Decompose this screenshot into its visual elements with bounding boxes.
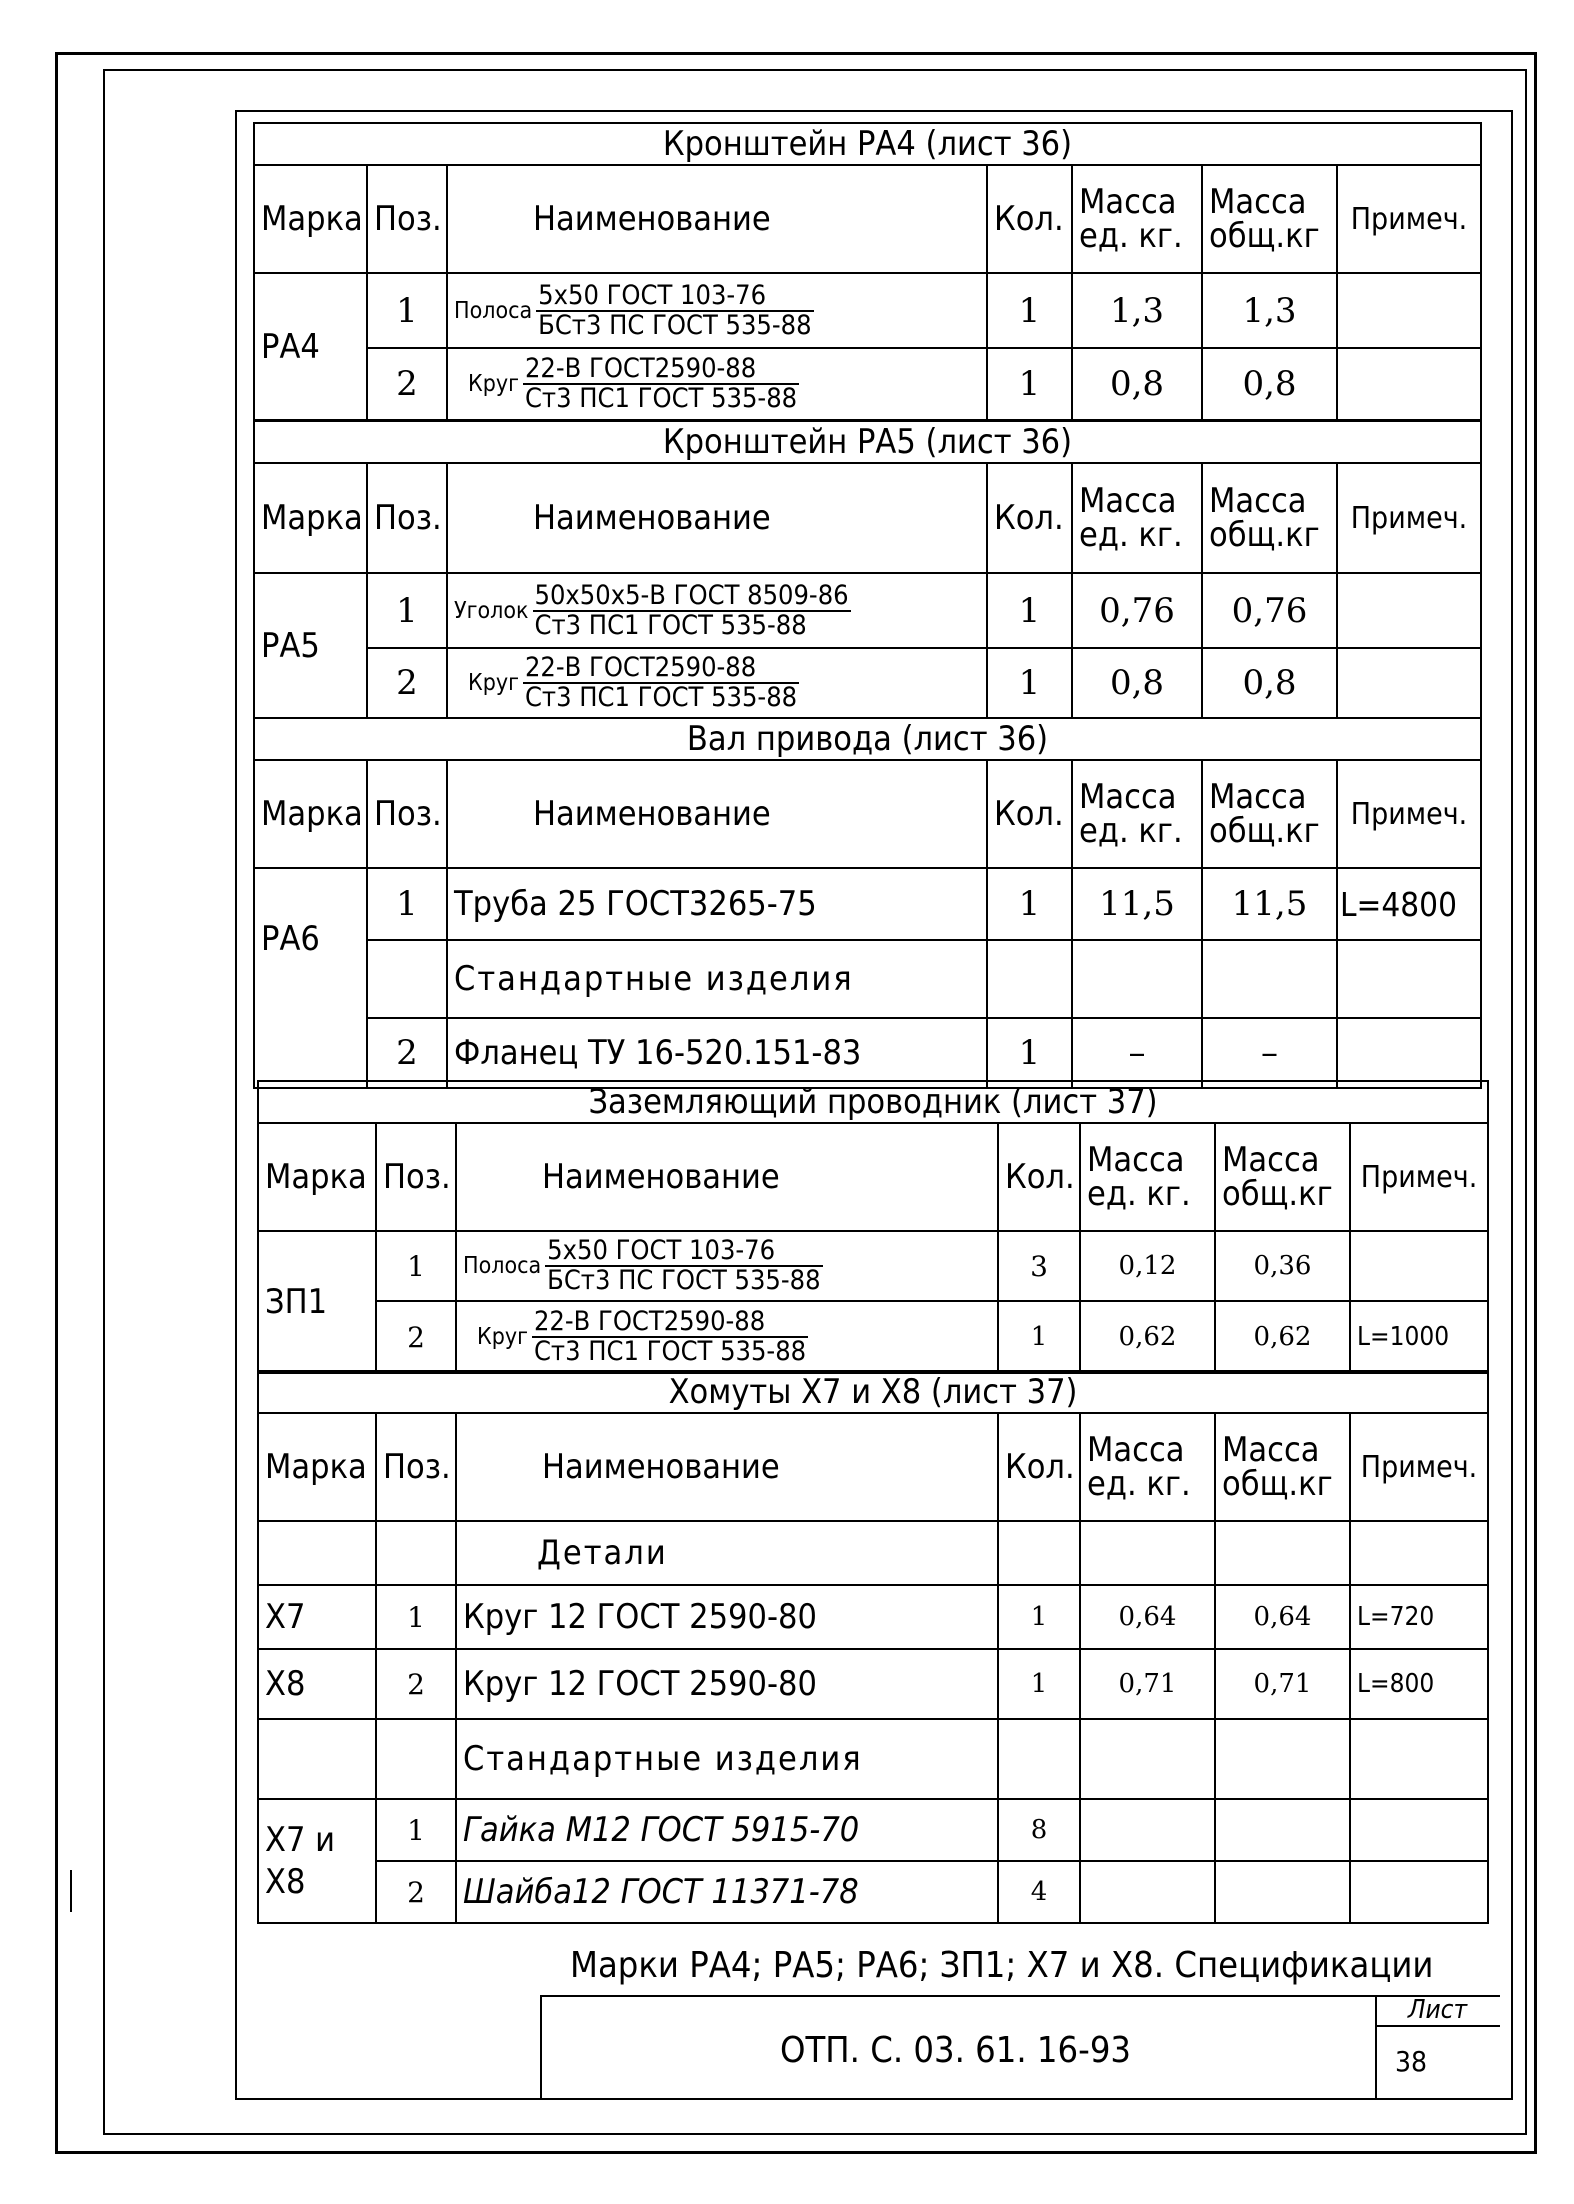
empty-cell	[1337, 940, 1481, 1018]
col-kol: Кол.	[987, 165, 1072, 273]
col-note: Примеч.	[1350, 1413, 1488, 1521]
poz-cell: 1	[376, 1231, 456, 1301]
mass-unit-cell: 11,5	[1072, 868, 1202, 940]
empty-cell	[1072, 940, 1202, 1018]
mass-unit-cell: 0,64	[1080, 1585, 1215, 1649]
col-note: Примеч.	[1337, 760, 1481, 868]
col-kol: Кол.	[998, 1413, 1080, 1521]
sheet-label: Лист	[1375, 1995, 1500, 2027]
margin-tick	[70, 1870, 72, 1912]
empty-cell	[376, 1521, 456, 1585]
mark-cell: РА4	[254, 273, 367, 420]
note-cell	[1337, 1018, 1481, 1088]
mass-total-cell: 0,8	[1202, 348, 1337, 420]
spec-table-x7-x8	[257, 1370, 1489, 1924]
note-cell: L=1000	[1350, 1301, 1488, 1373]
sheet-number: 38	[1395, 2045, 1428, 2078]
kol-cell: 1	[987, 348, 1072, 420]
col-name: Наименование	[447, 463, 987, 573]
mass-total-cell: 0,76	[1202, 573, 1337, 648]
section-title: Заземляющий проводник (лист 37)	[258, 1081, 1488, 1123]
mark-cell: Х8	[258, 1649, 376, 1719]
col-mass-unit: Масса ед. кг.	[1072, 165, 1202, 273]
note-cell	[1337, 273, 1481, 348]
poz-cell: 2	[367, 1018, 447, 1088]
col-mass-unit: Масса ед. кг.	[1080, 1413, 1215, 1521]
col-poz: Поз.	[376, 1123, 456, 1231]
note-cell	[1350, 1231, 1488, 1301]
poz-cell: 1	[367, 273, 447, 348]
poz-cell: 1	[367, 868, 447, 940]
empty-cell	[1350, 1799, 1488, 1861]
mass-unit-cell: –	[1072, 1018, 1202, 1088]
mass-unit-cell: 0,71	[1080, 1649, 1215, 1719]
empty-cell	[1350, 1719, 1488, 1799]
subheader: Стандартные изделия	[447, 940, 987, 1018]
mass-total-cell: –	[1202, 1018, 1337, 1088]
mass-unit-cell: 0,62	[1080, 1301, 1215, 1373]
kol-cell: 8	[998, 1799, 1080, 1861]
empty-cell	[1215, 1861, 1350, 1923]
mark-cell: Х7	[258, 1585, 376, 1649]
empty-cell	[1215, 1521, 1350, 1585]
subheader-standard: Стандартные изделия	[456, 1719, 998, 1799]
col-note: Примеч.	[1350, 1123, 1488, 1231]
col-note: Примеч.	[1337, 165, 1481, 273]
note-cell	[1337, 348, 1481, 420]
empty-cell	[1080, 1861, 1215, 1923]
poz-cell: 2	[376, 1301, 456, 1373]
mass-unit-cell: 0,76	[1072, 573, 1202, 648]
poz-cell: 2	[376, 1861, 456, 1923]
spec-table-ra6	[253, 717, 1482, 1089]
subheader-details: Детали	[456, 1521, 998, 1585]
col-mass-total: Масса общ.кг	[1202, 463, 1337, 573]
mark-cell: ЗП1	[258, 1231, 376, 1373]
name-cell: Гайка М12 ГОСТ 5915-70	[456, 1799, 998, 1861]
kol-cell: 1	[987, 273, 1072, 348]
empty-cell	[987, 940, 1072, 1018]
note-cell: L=720	[1350, 1585, 1488, 1649]
col-marka: Марка	[258, 1123, 376, 1231]
col-mass-total: Масса общ.кг	[1202, 165, 1337, 273]
empty-cell	[1202, 940, 1337, 1018]
empty-cell	[1215, 1799, 1350, 1861]
col-name: Наименование	[447, 165, 987, 273]
col-mass-unit: Масса ед. кг.	[1072, 760, 1202, 868]
section-title: Вал привода (лист 36)	[254, 718, 1481, 760]
name-cell: Круг 12 ГОСТ 2590-80	[456, 1585, 998, 1649]
kol-cell: 4	[998, 1861, 1080, 1923]
empty-cell	[1080, 1521, 1215, 1585]
poz-cell-empty	[367, 940, 447, 1018]
mass-total-cell: 0,64	[1215, 1585, 1350, 1649]
mass-unit-cell: 1,3	[1072, 273, 1202, 348]
empty-cell	[258, 1521, 376, 1585]
mass-total-cell: 0,36	[1215, 1231, 1350, 1301]
col-marka: Марка	[258, 1413, 376, 1521]
mark-cell-both: Х7 и Х8	[258, 1799, 376, 1923]
col-kol: Кол.	[987, 760, 1072, 868]
poz-cell: 2	[367, 648, 447, 718]
kol-cell: 1	[987, 648, 1072, 718]
mass-total-cell: 0,71	[1215, 1649, 1350, 1719]
col-poz: Поз.	[367, 760, 447, 868]
kol-cell: 3	[998, 1231, 1080, 1301]
name-cell: Фланец ТУ 16-520.151-83	[447, 1018, 987, 1088]
col-note: Примеч.	[1337, 463, 1481, 573]
section-title: Хомуты Х7 и Х8 (лист 37)	[258, 1371, 1488, 1413]
poz-cell: 1	[367, 573, 447, 648]
note-cell	[1337, 573, 1481, 648]
empty-cell	[1350, 1521, 1488, 1585]
note-cell	[1337, 648, 1481, 718]
mass-total-cell: 11,5	[1202, 868, 1337, 940]
spec-table-zp1	[257, 1080, 1489, 1374]
col-kol: Кол.	[987, 463, 1072, 573]
mass-unit-cell: 0,8	[1072, 648, 1202, 718]
name-cell: Полоса $\frac{\text{5х50 ГОСТ 103-76}}{\text{БСт3 ПС ГОСТ 535-88}}$	[447, 273, 987, 348]
kol-cell: 1	[998, 1301, 1080, 1373]
col-kol: Кол.	[998, 1123, 1080, 1231]
mass-total-cell: 1,3	[1202, 273, 1337, 348]
name-cell: Круг 12 ГОСТ 2590-80	[456, 1649, 998, 1719]
name-cell: Круг $\frac{\text{22-В ГОСТ2590-88}}{\text{Ст3 ПС1 ГОСТ 535-88}}$	[447, 648, 987, 718]
kol-cell: 1	[987, 1018, 1072, 1088]
col-mass-unit: Масса ед. кг.	[1080, 1123, 1215, 1231]
kol-cell: 1	[987, 573, 1072, 648]
empty-cell	[998, 1719, 1080, 1799]
empty-cell	[1080, 1799, 1215, 1861]
empty-cell	[1350, 1861, 1488, 1923]
section-title: Кронштейн РА4 (лист 36)	[254, 123, 1481, 165]
mark-cell: РА6	[254, 868, 367, 1088]
name-cell: Полоса $\frac{\text{5х50 ГОСТ 103-76}}{\text{БСт3 ПС ГОСТ 535-88}}$	[456, 1231, 998, 1301]
name-cell: Уголок $\frac{\text{50х50х5-В ГОСТ 8509-86}}{\text{Ст3 ПС1 ГОСТ 535-88}}$	[447, 573, 987, 648]
poz-cell: 1	[376, 1585, 456, 1649]
note-cell: L=800	[1350, 1649, 1488, 1719]
kol-cell: 1	[998, 1585, 1080, 1649]
poz-cell: 2	[376, 1649, 456, 1719]
col-name: Наименование	[447, 760, 987, 868]
note-cell: L=4800	[1337, 868, 1481, 940]
spec-table-ra4	[253, 122, 1482, 421]
name-cell: Шайба12 ГОСТ 11371-78	[456, 1861, 998, 1923]
mark-cell: РА5	[254, 573, 367, 718]
empty-cell	[1080, 1719, 1215, 1799]
name-cell: Круг $\frac{\text{22-В ГОСТ2590-88}}{\text{Ст3 ПС1 ГОСТ 535-88}}$	[447, 348, 987, 420]
drawing-title: Марки РА4; РА5; РА6; ЗП1; Х7 и Х8. Спецификации	[570, 1945, 1434, 1986]
col-poz: Поз.	[376, 1413, 456, 1521]
col-marka: Марка	[254, 760, 367, 868]
col-name: Наименование	[456, 1123, 998, 1231]
mass-unit-cell: 0,12	[1080, 1231, 1215, 1301]
drawing-code: ОТП. С. 03. 61. 16-93	[780, 2030, 1132, 2071]
name-cell: Круг $\frac{\text{22-В ГОСТ2590-88}}{\text{Ст3 ПС1 ГОСТ 535-88}}$	[456, 1301, 998, 1373]
poz-cell: 1	[376, 1799, 456, 1861]
spec-table-ra5	[253, 420, 1482, 719]
col-mass-total: Масса общ.кг	[1215, 1123, 1350, 1231]
poz-cell: 2	[367, 348, 447, 420]
mass-total-cell: 0,8	[1202, 648, 1337, 718]
empty-cell	[258, 1719, 376, 1799]
kol-cell: 1	[998, 1649, 1080, 1719]
mass-total-cell: 0,62	[1215, 1301, 1350, 1373]
col-mass-total: Масса общ.кг	[1215, 1413, 1350, 1521]
empty-cell	[1215, 1719, 1350, 1799]
kol-cell: 1	[987, 868, 1072, 940]
col-marka: Марка	[254, 463, 367, 573]
name-cell: Труба 25 ГОСТ3265-75	[447, 868, 987, 940]
col-mass-total: Масса общ.кг	[1202, 760, 1337, 868]
col-poz: Поз.	[367, 463, 447, 573]
col-mass-unit: Масса ед. кг.	[1072, 463, 1202, 573]
col-name: Наименование	[456, 1413, 998, 1521]
empty-cell	[376, 1719, 456, 1799]
empty-cell	[998, 1521, 1080, 1585]
mass-unit-cell: 0,8	[1072, 348, 1202, 420]
section-title: Кронштейн РА5 (лист 36)	[254, 421, 1481, 463]
col-marka: Марка	[254, 165, 367, 273]
col-poz: Поз.	[367, 165, 447, 273]
